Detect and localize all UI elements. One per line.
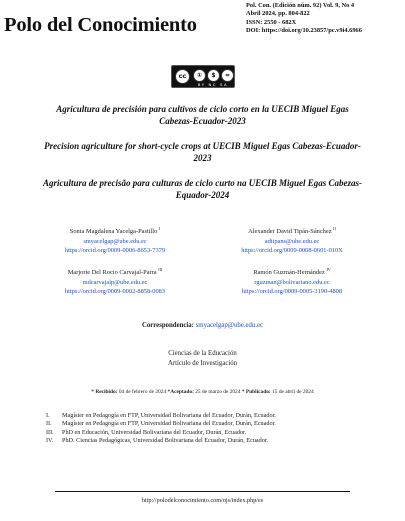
license-label: BY NC SA [197, 82, 229, 87]
affiliation-note [46, 437, 376, 445]
affiliation-text: Magíster en Pedagogía en FTP, Universidad Bolivariana del Ecuador, Durán, Ecuador. [62, 412, 276, 419]
publication-dates [0, 389, 405, 395]
author-4 [212, 265, 372, 297]
affiliation-number: IV. [46, 437, 54, 445]
author-affiliation-mark: II [333, 226, 336, 231]
meta-doi[interactable]: DOI: https://doi.org/10.23857/pc.v9i4.6966 [246, 26, 362, 34]
author-name: Ramón Guzmán-Hernández [253, 269, 325, 277]
affiliation-number: III. [46, 428, 54, 436]
correspondence-email[interactable]: smyacelgap@ube.edu.ec [195, 322, 264, 329]
author-affiliation-mark: III [158, 267, 163, 272]
noncommercial-icon: $ [207, 69, 220, 82]
author-email[interactable]: smyacelgap@ube.edu.ec [83, 237, 147, 245]
affiliation-note [46, 412, 376, 420]
title-english: Precision agriculture for short-cycle crops at UECIB Miguel Egas Cabezas-Ecuador-2023 [44, 141, 361, 163]
footer-url[interactable]: http://polodelconocimiento.com/ojs/index.php/es [141, 497, 264, 504]
author-email[interactable]: mdcarvajalp@ube.edu.ec [82, 278, 148, 286]
accepted-label: *Aceptado: [167, 389, 194, 395]
affiliation-note [46, 429, 376, 437]
discipline: Ciencias de la Educación [168, 350, 237, 357]
attribution-icon: ① [193, 69, 206, 82]
author-name: Alexander David Tipán-Sánchez [248, 228, 332, 236]
published-label: * Publicado: [241, 389, 271, 395]
title-portuguese: Agricultura de precisão para culturas de ciclo curto na UECIB Miguel Egas Cabezas-Equador-2024 [42, 178, 363, 200]
journal-header [0, 0, 405, 56]
meta-pages: Abril 2024, pp. 804-822 [246, 10, 310, 18]
footer-divider [55, 491, 350, 492]
title-spanish: Agricultura de precisión para cultivos de ciclo corto en la UECIB Miguel Egas Cabezas-Ecuador-2023 [56, 104, 349, 126]
affiliation-number: II. [46, 420, 52, 428]
correspondence [0, 321, 405, 330]
article-type: Artículo de Investigación [167, 360, 238, 367]
creative-commons-license-badge[interactable] [171, 65, 235, 88]
author-affiliation-mark: IV [326, 267, 331, 272]
journal-name: Polo del Conocimiento [4, 14, 197, 36]
meta-issn: ISSN: 2550 - 682X [246, 18, 297, 26]
author-2 [212, 224, 372, 256]
author-name: Marjorie Del Rocio Carvajal-Parra [67, 269, 157, 277]
author-orcid[interactable]: https://orcid.org/0009-0005-3190-4808 [241, 288, 343, 296]
accepted-date: 25 de marzo de 2024 [195, 389, 241, 395]
author-email[interactable]: adtipans@ube.edu.ec [264, 237, 320, 245]
meta-edition: Pol. Con. (Edición núm. 92) Vol. 9, No 4 [246, 2, 355, 9]
author-3 [40, 265, 190, 297]
affiliation-text: PhD. Ciencias Pedagógicas, Universidad Bolivariana del Ecuador, Durán, Ecuador. [62, 437, 269, 445]
affiliation-text: PhD en Educación, Universidad Bolivariana del Ecuador, Durán, Ecuador. [62, 428, 247, 436]
author-affiliation-mark: I [158, 226, 161, 231]
correspondence-label: Correspondencia: [141, 322, 194, 329]
published-date: 15 de abril de 2024 [272, 389, 314, 395]
affiliation-text: Magíster en Pedagogía en FTP, Universidad Bolivariana del Ecuador, Durán, Ecuador. [62, 420, 276, 428]
received-date: 04 de febrero de 2024 [118, 389, 167, 395]
affiliation-notes [46, 412, 376, 446]
affiliation-number: I. [46, 412, 50, 419]
author-1 [40, 224, 190, 256]
author-orcid[interactable]: https://orcid.org/0009-0008-0601-010X [241, 247, 343, 255]
author-orcid[interactable]: https://orcid.org/0009-0006-8653-7379 [64, 247, 166, 255]
affiliation-note [46, 420, 376, 428]
author-orcid[interactable]: https://orcid.org/0009-0002-8858-0083 [64, 288, 166, 296]
sharealike-icon: = [221, 69, 234, 82]
author-email[interactable]: rguzman@bolivariano.edu.ec [254, 278, 330, 286]
received-label: * Recibido: [91, 389, 118, 395]
cc-icon: cc [175, 69, 190, 84]
author-name: Sonia Magdalena Yacelga-Pastillo [69, 228, 158, 236]
journal-meta [246, 2, 362, 35]
